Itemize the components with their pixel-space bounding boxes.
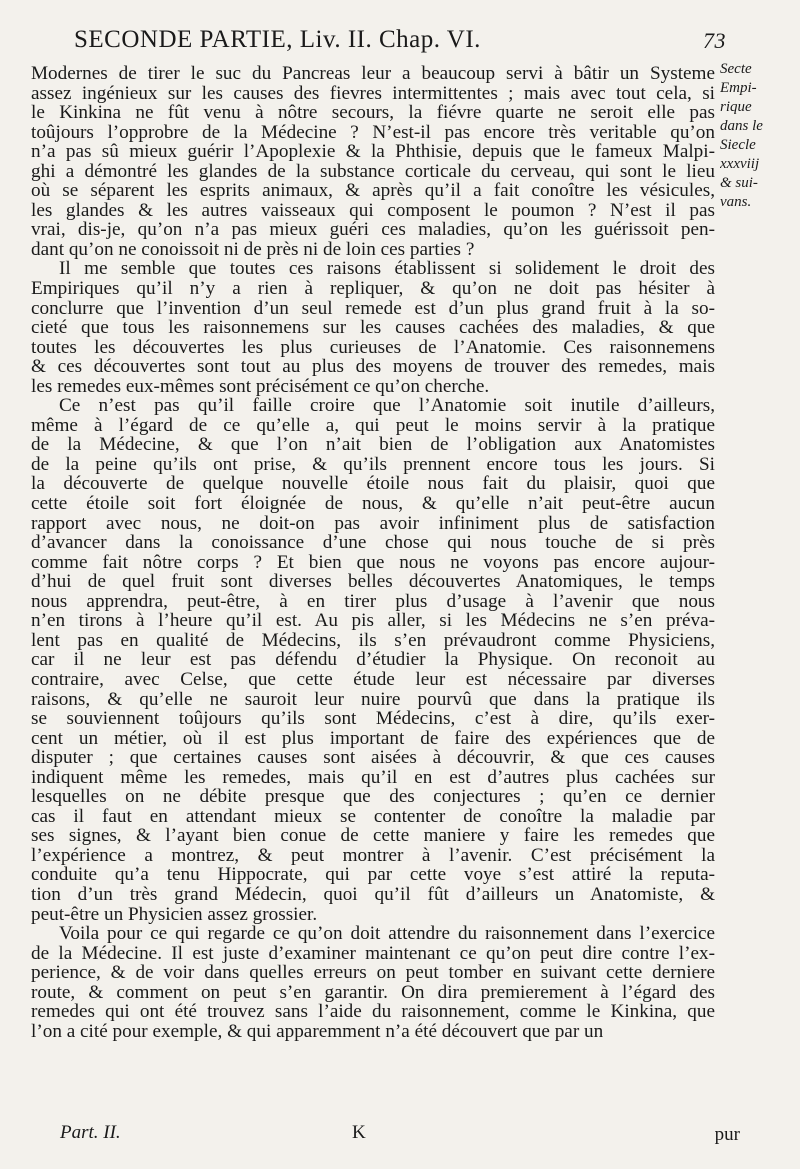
text-line: ghi a démontré les glandes de la substance corticale du cerveau, qui sont le lieu [31, 161, 715, 182]
text-line: comme fait nôtre corps ? Et bien que nous ne voyons pas encore aujour- [31, 552, 715, 573]
text-line: la découverte de quelque nouvelle étoile nous fait du plaisir, quoi que [31, 474, 715, 495]
page-number: 73 [703, 28, 726, 53]
marginal-note-line: xxxviij [720, 156, 760, 172]
text-line: indiquent même les remedes, mais qu’il en est d’autres plus cachées sur [31, 767, 715, 788]
text-line: Modernes de tirer le suc du Pancreas leur a beaucoup servi à bâtir un Systeme [31, 64, 715, 84]
marginal-note-line: Siecle [720, 137, 756, 153]
text-line: contraire, avec Celse, que cette étude leur est nécessaire par diverses [31, 669, 715, 690]
text-line: route, & comment on peut s’en garantir. On dira premierement à l’égard des [31, 982, 715, 1003]
text-line: se souviennent toûjours qu’ils sont Médecins, c’est à dire, qu’ils exer- [31, 709, 715, 729]
text-line: remedes qui ont été trouvez sans l’aide du raisonnement, comme le Kinkina, que [31, 1002, 715, 1022]
text-line: où se séparent les esprits animaux, & après qu’il a fait conoître les vésicules, [31, 181, 715, 201]
text-line: d’avancer dans la conoissance d’une chose qui nous touche de si près [31, 533, 715, 553]
text-line: même à l’égard de ce qu’elle a, qui peut le moins servir à la pratique [31, 415, 715, 436]
text-line: cette étoile soit fort éloignée de nous, & qu’elle n’ait peut-être aucun [31, 494, 715, 514]
text-line: conduite qu’a tenu Hippocrate, qui par cette voye s’est attiré la reputa- [31, 865, 715, 885]
catchword: pur [714, 1124, 740, 1145]
text-line: de la Médecine, & que l’on n’ait bien de l’obligation aux Anatomistes [31, 435, 715, 455]
signature-mark: K [352, 1122, 366, 1143]
text-line: l’on a cité pour exemple, & qui apparemment n’a été découvert que par un [31, 1021, 604, 1042]
text-line: nous apprendra, peut-être, à en tirer plus d’usage à l’avenir que nous [31, 591, 715, 612]
text-line: l’expérience a montrez, & peut montrer à l’avenir. C’est précisément la [31, 845, 715, 866]
marginal-note [720, 60, 796, 212]
text-line: tion d’un très grand Médecin, quoi qu’il fût d’ailleurs un Anatomiste, & [31, 884, 715, 905]
text-line: toutes les découvertes les plus curieuses de l’Anatomie. Ces raisonnemens [31, 337, 715, 358]
text-line: toûjours l’opprobre de la Médecine ? N’est-il pas encore très veritable qu’on [31, 122, 715, 143]
main-text [31, 64, 715, 1041]
text-line: lent pas en qualité de Médecins, ils s’en prévaudront comme Physiciens, [31, 630, 715, 651]
text-line: cent un métier, où il est plus important de faire des expériences que de [31, 728, 715, 749]
text-line: le Kinkina ne fût venu à nôtre secours, la fiévre quarte ne seroit elle pas [31, 103, 715, 123]
text-line: de la peine qu’ils ont prise, & qu’ils prennent encore tous les jours. Si [31, 454, 715, 475]
marginal-note-line: dans le [720, 118, 763, 134]
text-line: assez ingénieux sur les causes des fievres intermittentes ; mais avec tout cela, si [31, 83, 715, 104]
text-line: peut-être un Physicien assez grossier. [31, 904, 318, 925]
marginal-note-line: & sui- [720, 175, 758, 191]
marginal-note-line: vans. [720, 194, 752, 210]
text-line: n’a pas sû mieux guérir l’Apoplexie & la Phthisie, depuis que le fameux Malpi- [31, 142, 715, 162]
part-label: Part. II. [60, 1122, 121, 1143]
text-line: Voila pour ce qui regarde ce qu’on doit attendre du raisonnement dans l’exercice [59, 924, 715, 944]
text-line: dant qu’on ne conoissoit ni de près ni de loin ces parties ? [31, 239, 475, 260]
running-title: SECONDE PARTIE, Liv. II. Chap. VI. [74, 26, 481, 53]
text-line: de la Médecine. Il est juste d’examiner maintenant ce qu’on peut dire contre l’ex- [31, 943, 715, 964]
marginal-note-line: Secte [720, 61, 752, 77]
page-footer [60, 1122, 740, 1152]
text-line: vrai, dis-je, qu’on n’a pas mieux guéri ces maladies, qu’on les guérissoit pen- [31, 220, 715, 240]
text-line: ses signes, & l’ayant bien conue de cette maniere y faire les remedes que [31, 826, 715, 846]
text-line: & ces découvertes sont tout au plus des moyens de trouver des remedes, mais [31, 357, 715, 377]
text-line: car il ne leur est pas défendu d’étudier la Physique. On reconoit au [31, 650, 715, 670]
text-line: les glandes & les autres vaisseaux qui composent le poumon ? N’est il pas [31, 200, 715, 221]
text-line: cieté que tous les raisonnemens sur les causes cachées des maladies, & que [31, 318, 715, 338]
text-line: n’en tirons à l’heure qu’il est. Au pis aller, si les Médecins ne s’en préva- [31, 611, 715, 631]
text-line: Ce n’est pas qu’il faille croire que l’Anatomie soit inutile d’ailleurs, [59, 396, 715, 416]
text-line: Empiriques qu’il n’y a rien à repliquer, & qu’on ne doit pas hésiter à [31, 279, 715, 299]
text-line: les remedes eux-mêmes sont précisément ce qu’on cherche. [31, 376, 490, 397]
text-line: Il me semble que toutes ces raisons établissent si solidement le droit des [59, 259, 715, 280]
text-line: d’hui de quel fruit sont diverses belles découvertes Anatomiques, le temps [31, 572, 715, 592]
text-line: cas il faut en attendant mieux se contenter de conoître la maladie par [31, 806, 715, 827]
text-line: conclurre que l’invention d’un seul remede est d’un plus grand fruit à la so- [31, 298, 715, 319]
text-line: raisons, & qu’elle ne sauroit leur nuire pourvû que dans la pratique ils [31, 689, 715, 710]
text-line: perience, & de voir dans quelles erreurs on peut tomber en suivant cette derniere [31, 963, 715, 983]
marginal-note-line: Empi- [720, 80, 757, 96]
text-line: lesquelles on ne débite presque que des conjectures ; qu’en ce dernier [31, 787, 715, 807]
running-header [74, 26, 726, 66]
marginal-note-line: rique [720, 99, 752, 115]
text-line: disputer ; que certaines causes sont aisées à découvrir, & que ces causes [31, 748, 715, 768]
text-line: rapport avec nous, ne doit-on pas avoir infiniment plus de satisfaction [31, 513, 715, 534]
